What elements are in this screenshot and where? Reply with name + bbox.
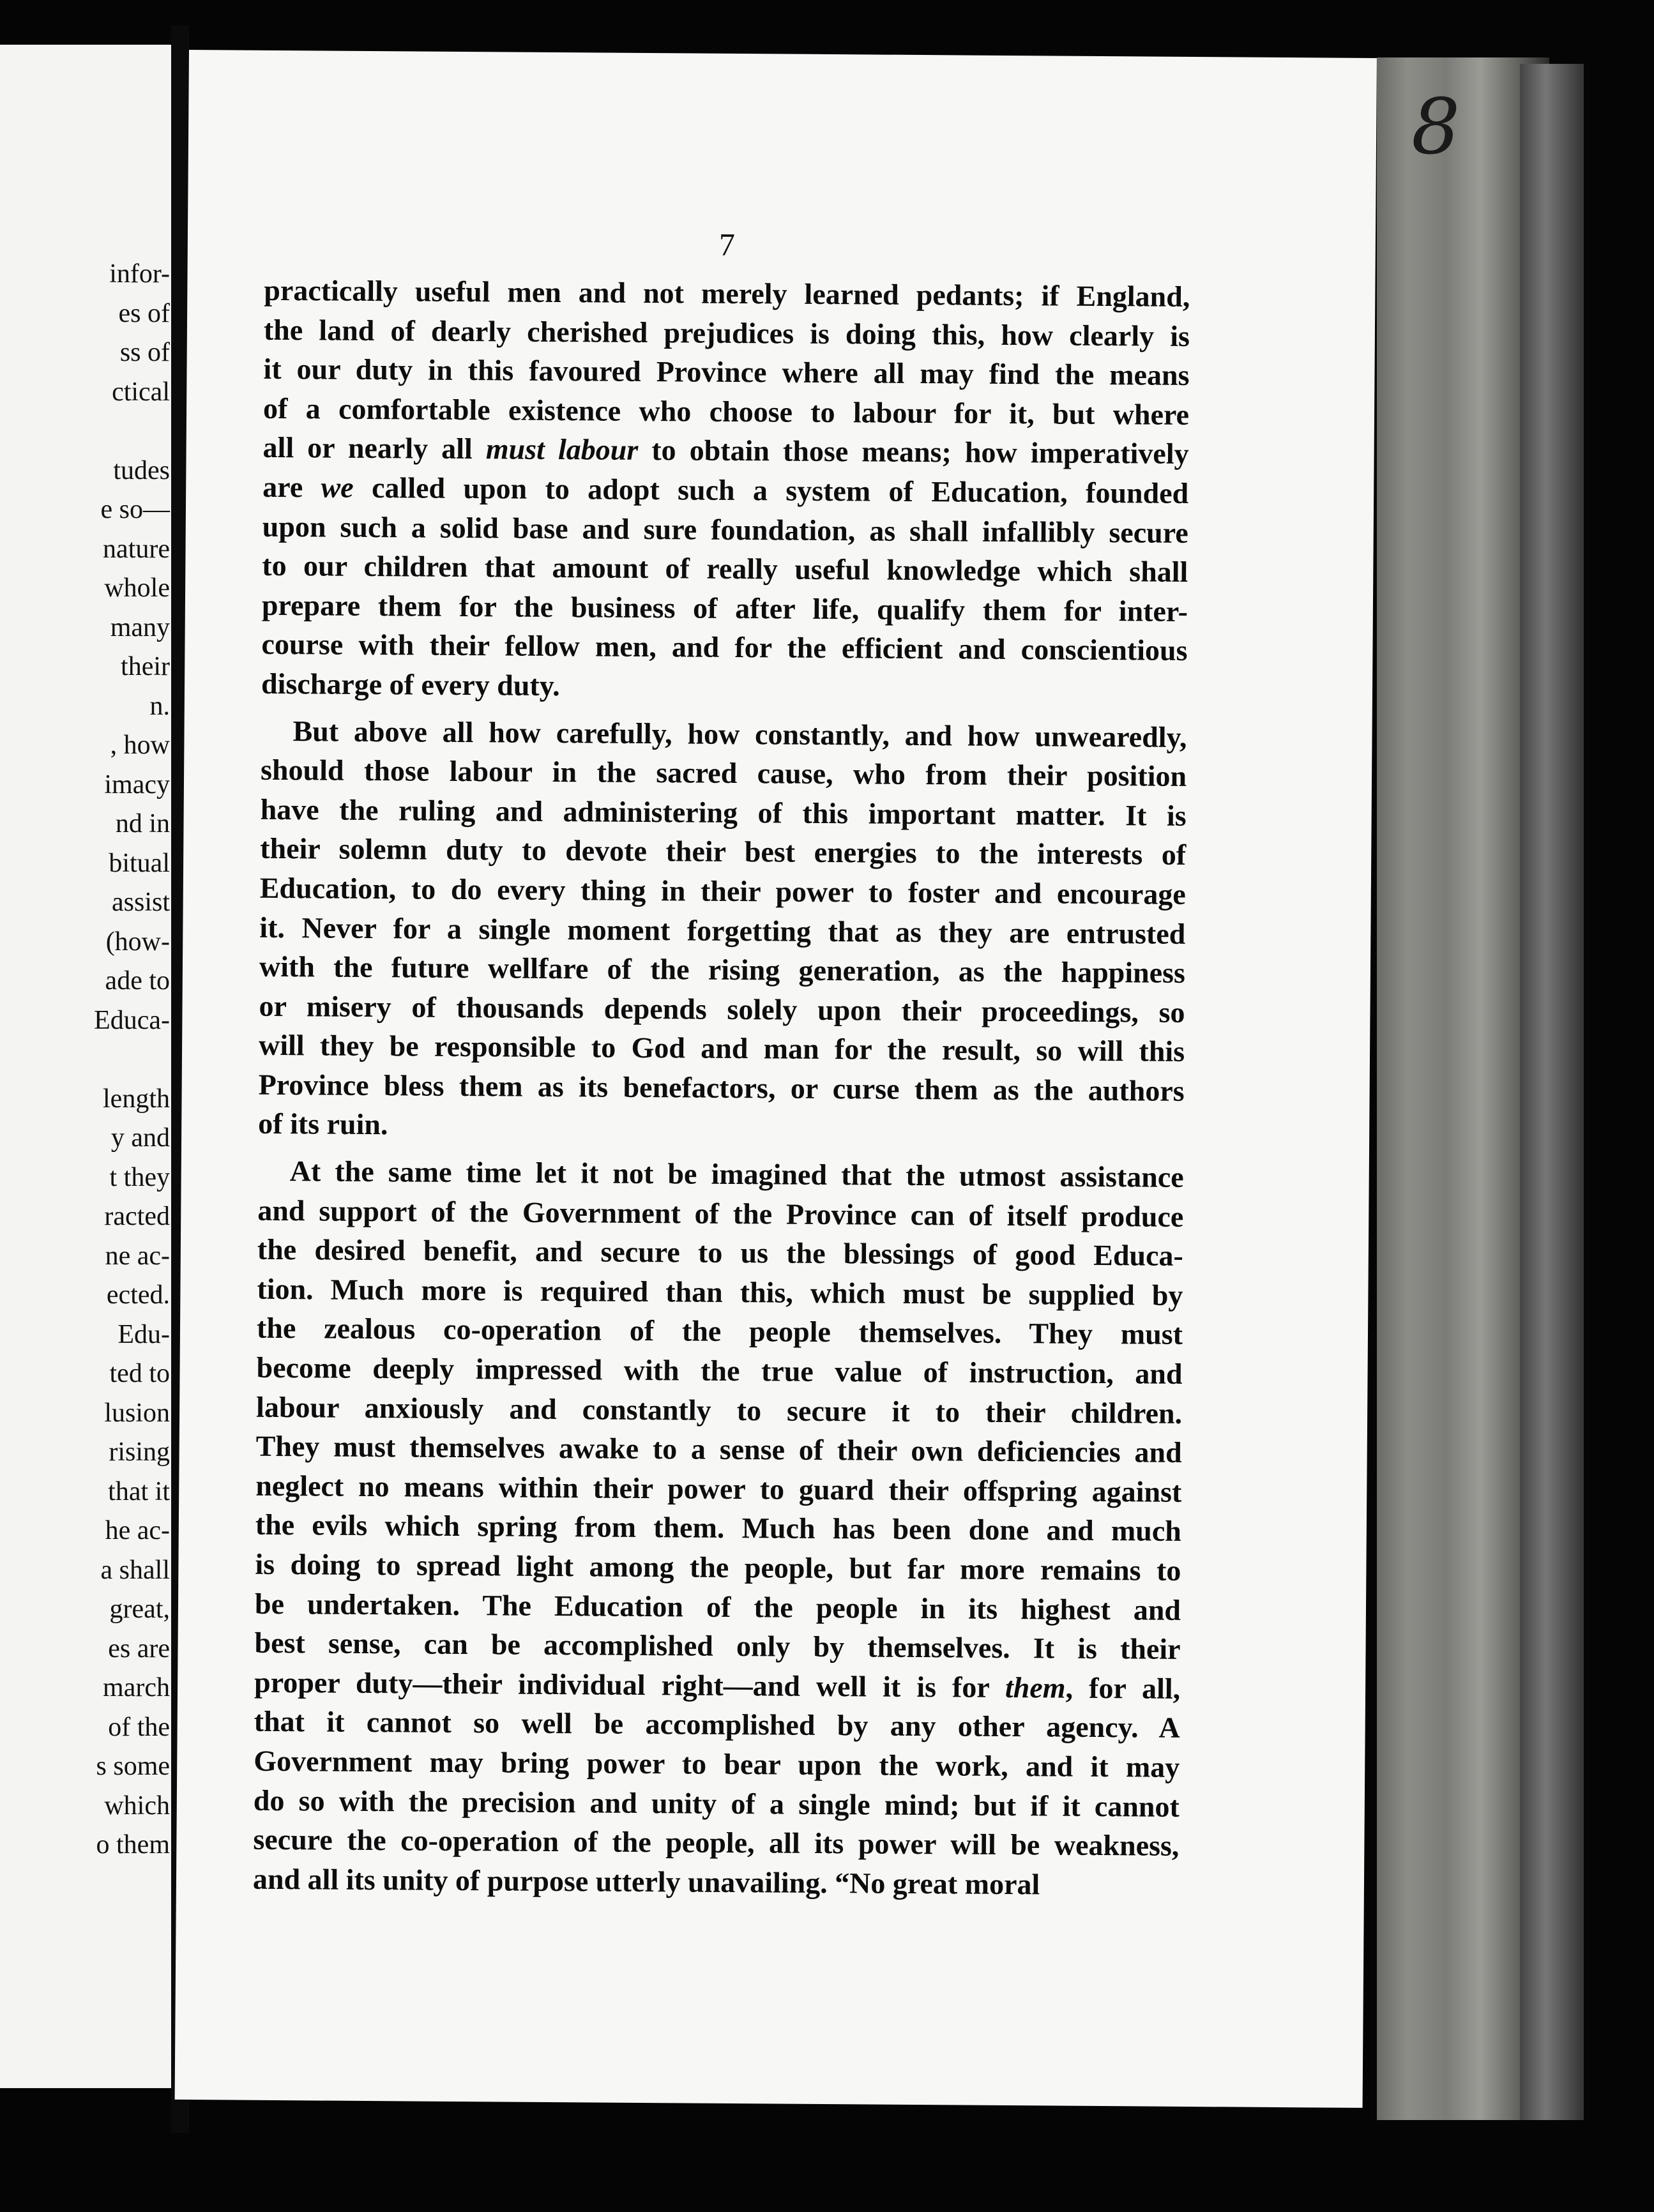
left-facing-page <box>0 45 171 2088</box>
text-line: Education, to do every thing in their power to foster and encourage <box>259 871 1186 911</box>
main-page <box>175 50 1377 2108</box>
left-page-line: ne ac- <box>105 1241 170 1271</box>
page-number: 7 <box>718 226 736 262</box>
body-text <box>253 271 1190 1913</box>
text-line: discharge of every duty. <box>261 667 560 702</box>
left-page-line: imacy <box>104 769 170 799</box>
handwritten-mark: 8 <box>1411 83 1461 172</box>
text-line: At the same time let it not be imagined that the utmost assistance <box>289 1155 1184 1193</box>
left-page-line: ted to <box>109 1359 170 1388</box>
text-line: secure the co-operation of the people, all its power will be weakness, <box>253 1822 1180 1863</box>
left-page-line: t they <box>109 1162 170 1192</box>
binding-strip <box>1520 64 1584 2120</box>
paragraph <box>253 1151 1184 1905</box>
left-page-line: great, <box>109 1595 170 1624</box>
text-line: labour anxiously and constantly to secure it to their children. <box>255 1390 1183 1430</box>
text-line: to our children that amount of really useful knowledge which shall <box>262 549 1188 589</box>
left-page-line: es are <box>108 1633 170 1663</box>
text-line: upon such a solid base and sure foundation, as shall infallibly secure <box>262 510 1188 549</box>
italic-run: we <box>321 471 354 504</box>
text-line: the zealous co-operation of the people themselves. They must <box>256 1312 1183 1351</box>
left-page-line: tudes <box>113 455 170 485</box>
left-page-line: a shall <box>100 1555 170 1585</box>
text-line: and support of the Government of the Province can of itself produce <box>257 1193 1184 1233</box>
text-line: become deeply impressed with the true value of instruction, and <box>256 1351 1183 1390</box>
left-page-line: o them <box>96 1830 170 1860</box>
left-page-line: length <box>103 1084 170 1114</box>
text-run: are <box>262 470 321 504</box>
text-line <box>262 467 1188 513</box>
text-line: is doing to spread light among the people, but far more remains to <box>255 1547 1181 1587</box>
left-page-line: es of <box>118 298 170 328</box>
left-page-line: their <box>121 652 170 681</box>
text-line: neglect no means within their power to guard their offspring against <box>255 1469 1182 1508</box>
left-page-line: ade to <box>105 966 170 996</box>
left-page-line: march <box>103 1673 170 1702</box>
left-page-line: s some <box>96 1752 170 1781</box>
text-run: , for all, <box>1065 1671 1181 1705</box>
text-line: They must themselves awake to a sense of their own deficiencies and <box>255 1430 1182 1469</box>
left-page-line: n. <box>149 691 170 721</box>
left-page-line: racted <box>104 1202 170 1231</box>
left-page-line: that it <box>108 1476 170 1506</box>
paragraph <box>258 711 1187 1150</box>
left-page-line: which <box>104 1791 170 1821</box>
left-page-line: nature <box>103 534 170 564</box>
text-line: it. Never for a single moment forgetting that as they are entrusted <box>259 911 1186 950</box>
left-page-line: rising <box>109 1437 170 1467</box>
text-line: the land of dearly cherished prejudices is doing this, how clearly is <box>263 313 1190 352</box>
left-page-line: Educa- <box>94 1005 170 1035</box>
left-page-line: ected. <box>106 1280 170 1310</box>
text-line: that it cannot so well be accomplished by any other agency. A <box>254 1705 1180 1745</box>
text-line: do so with the precision and unity of a single mind; but if it cannot <box>253 1784 1180 1823</box>
paragraph <box>261 271 1190 710</box>
text-run: to obtain those means; how imperatively <box>638 434 1189 471</box>
text-line: the desired benefit, and secure to us the blessings of good Educa- <box>257 1233 1184 1273</box>
text-line: with the future wellfare of the rising generation, as the happiness <box>259 950 1186 990</box>
text-line: will they be responsible to God and man for the result, so will this <box>258 1029 1185 1068</box>
left-page-line: , how <box>110 731 170 760</box>
text-line: or misery of thousands depends solely upon their proceedings, so <box>259 989 1185 1029</box>
text-line: Government may bring power to bear upon the work, and it may <box>254 1744 1180 1784</box>
text-line: and all its unity of purpose utterly unavailing. “No great moral <box>252 1862 1040 1901</box>
left-page-line: e so— <box>100 495 170 524</box>
italic-run: them <box>1005 1670 1066 1704</box>
text-line: prepare them for the business of after life, qualify them for inter- <box>261 588 1188 628</box>
text-run: proper duty—their individual right—and well it is for <box>254 1665 1006 1704</box>
text-line: best sense, can be accomplished only by themselves. It is their <box>254 1626 1181 1666</box>
text-line: be undertaken. The Education of the people in its highest and <box>254 1587 1181 1626</box>
left-page-line: Edu- <box>118 1319 170 1349</box>
left-page-line: nd in <box>115 809 170 838</box>
text-line: tion. Much more is required than this, which must be supplied by <box>257 1272 1183 1312</box>
text-line: their solemn duty to devote their best energies to the interests of <box>260 832 1187 872</box>
text-line: it our duty in this favoured Province where all may find the means <box>263 352 1190 392</box>
left-page-line: (how- <box>105 927 170 957</box>
text-line: But above all how carefully, how constantly, and how unwearedly, <box>292 714 1187 754</box>
text-line: practically useful men and not merely learned pedants; if England, <box>264 273 1190 313</box>
left-page-line: of the <box>108 1712 170 1742</box>
text-line: should those labour in the sacred cause, who from their position <box>260 753 1187 793</box>
left-page-line: he ac- <box>105 1516 170 1545</box>
left-page-line: assist <box>111 888 170 917</box>
left-page-line: ctical <box>112 377 170 407</box>
text-line <box>254 1663 1180 1709</box>
text-line <box>262 428 1188 474</box>
left-page-line: y and <box>110 1123 170 1153</box>
text-line: of its ruin. <box>258 1107 388 1141</box>
left-page-line: lusion <box>104 1398 170 1428</box>
text-run: all or nearly all <box>262 431 487 466</box>
left-page-line: many <box>110 612 170 642</box>
left-page-line: whole <box>104 573 170 603</box>
text-line: of a comfortable existence who choose to labour for it, but where <box>262 391 1190 431</box>
text-line: the evils which spring from them. Much has been done and much <box>255 1508 1182 1548</box>
text-run: called upon to adopt such a system of Education, founded <box>353 471 1189 510</box>
text-line: course with their fellow men, and for the efficient and conscientious <box>261 628 1188 667</box>
text-line: have the ruling and administering of this important matter. It is <box>260 792 1187 832</box>
italic-run: must labour <box>485 432 639 467</box>
left-page-line: bitual <box>109 848 170 878</box>
left-page-line: ss of <box>119 338 170 367</box>
text-line: Province bless them as its benefactors, or curse them as the authors <box>258 1068 1185 1107</box>
left-page-line: infor- <box>109 259 170 289</box>
